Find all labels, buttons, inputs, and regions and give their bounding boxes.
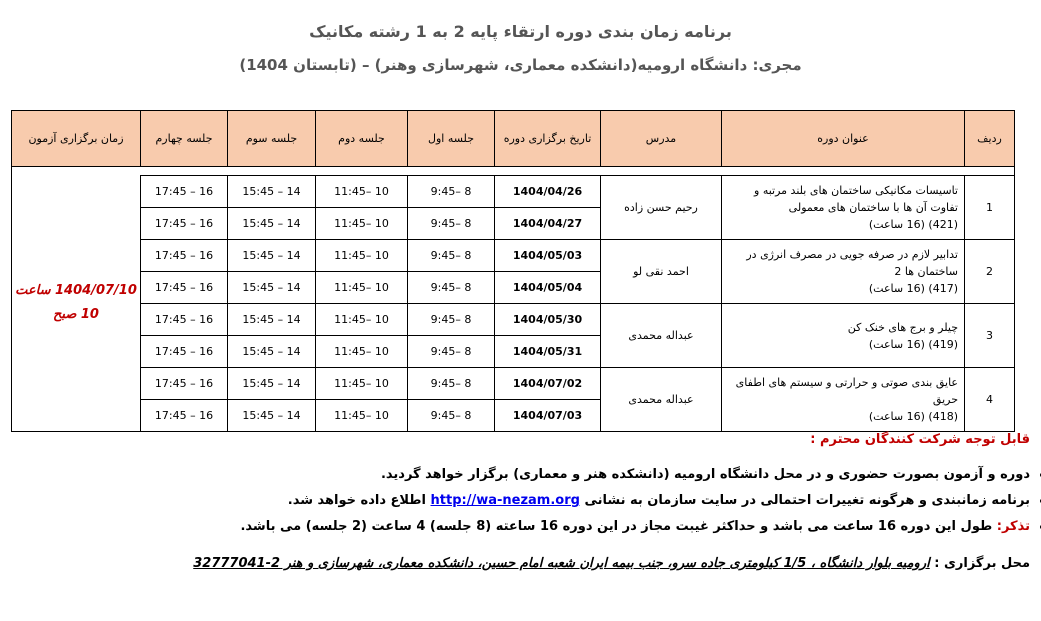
session-4-time: 16 – 17:45 xyxy=(141,240,228,272)
course-title: تدابیر لازم در صرفه جویی در مصرف انرژی در ساختمان ها 2 xyxy=(746,248,958,278)
session-2-time: 10 –11:45 xyxy=(316,304,408,336)
course-title: چیلر و برج های خنک کن xyxy=(847,320,958,334)
table-row xyxy=(12,240,1015,272)
venue-label: محل برگزاری : xyxy=(934,556,1030,571)
note-label: تذکر: xyxy=(996,519,1030,534)
list-item xyxy=(0,462,1030,488)
course-date: 1404/07/02 xyxy=(495,368,601,400)
session-2-time: 10 –11:45 xyxy=(316,336,408,368)
note-text: طول این دوره 16 ساعت می باشد و حداکثر غیبت مجاز در این دوره 16 ساعته (8 جلسه) 4 ساعت (2 جلسه) می باشد. xyxy=(240,519,993,534)
row-number: 1 xyxy=(965,176,1015,240)
exam-time-cell xyxy=(12,176,141,432)
session-4-time: 16 – 17:45 xyxy=(141,208,228,240)
session-3-time: 14 – 15:45 xyxy=(228,272,316,304)
session-4-time: 16 – 17:45 xyxy=(141,176,228,208)
session-2-time: 10 –11:45 xyxy=(316,272,408,304)
venue-address: ارومیه بلوار دانشگاه ، 1/5 کیلومتری جاده سرو، جنب بیمه ایران شعبه امام حسین، دانشکده معماری، شهرسازی و هنر 2-32777041 xyxy=(193,556,930,571)
session-2-time: 10 –11:45 xyxy=(316,240,408,272)
session-3-time: 14 – 15:45 xyxy=(228,336,316,368)
course-title-cell xyxy=(722,176,965,240)
course-title-cell xyxy=(722,368,965,432)
teacher-name: احمد نقی لو xyxy=(601,240,722,304)
course-hours: (418) (16 ساعت) xyxy=(868,410,958,423)
page-title: برنامه زمان بندی دوره ارتقاء پایه 2 به 1 رشته مکانیک xyxy=(309,22,732,41)
course-hours: (417) (16 ساعت) xyxy=(868,282,958,295)
session-4-time: 16 – 17:45 xyxy=(141,368,228,400)
course-title-cell xyxy=(722,304,965,368)
session-3-time: 14 – 15:45 xyxy=(228,400,316,432)
course-hours: (419) (16 ساعت) xyxy=(868,337,958,351)
header-session-2: جلسه دوم xyxy=(316,111,408,167)
table-row xyxy=(12,176,1015,208)
header-course-title: عنوان دوره xyxy=(722,111,965,167)
session-3-time: 14 – 15:45 xyxy=(228,368,316,400)
notes-list xyxy=(0,462,1041,540)
course-date: 1404/05/31 xyxy=(495,336,601,368)
header-session-4: جلسه چهارم xyxy=(141,111,228,167)
header-row-number: ردیف xyxy=(965,111,1015,167)
note-text: دوره و آزمون بصورت حضوری و در محل دانشگاه ارومیه (دانشکده هنر و معماری) برگزار خواهد گردید. xyxy=(380,467,1030,482)
session-2-time: 10 –11:45 xyxy=(316,208,408,240)
session-1-time: 8 –9:45 xyxy=(408,304,495,336)
list-item xyxy=(0,488,1030,514)
session-2-time: 10 –11:45 xyxy=(316,368,408,400)
course-title: تاسیسات مکانیکی ساختمان های بلند مرتبه و تفاوت آن ها با ساختمان های معمولی xyxy=(754,184,958,214)
session-3-time: 14 – 15:45 xyxy=(228,304,316,336)
row-number: 3 xyxy=(965,304,1015,368)
session-1-time: 8 –9:45 xyxy=(408,368,495,400)
session-4-time: 16 – 17:45 xyxy=(141,304,228,336)
course-date: 1404/05/03 xyxy=(495,240,601,272)
session-3-time: 14 – 15:45 xyxy=(228,176,316,208)
session-4-time: 16 – 17:45 xyxy=(141,272,228,304)
teacher-name: عبداله محمدی xyxy=(601,304,722,368)
table-row xyxy=(12,304,1015,336)
teacher-name: رحیم حسن زاده xyxy=(601,176,722,240)
header-course-date: تاریخ برگزاری دوره xyxy=(495,111,601,167)
notice-heading: قابل توجه شرکت کنندگان محترم : xyxy=(810,432,1030,447)
session-3-time: 14 – 15:45 xyxy=(228,240,316,272)
note-text: برنامه زمانبندی و هرگونه تغییرات احتمالی در سایت سازمان به نشانی xyxy=(584,493,1030,508)
session-1-time: 8 –9:45 xyxy=(408,240,495,272)
table-row xyxy=(12,368,1015,400)
course-date: 1404/04/27 xyxy=(495,208,601,240)
course-title-cell xyxy=(722,240,965,304)
venue xyxy=(0,556,1030,571)
row-number: 4 xyxy=(965,368,1015,432)
header-exam-time: زمان برگزاری آزمون xyxy=(12,111,141,167)
session-1-time: 8 –9:45 xyxy=(408,272,495,304)
exam-date: 1404/07/10 ساعت xyxy=(15,283,137,299)
course-title: عایق بندی صوتی و حرارتی و سیستم های اطفای حریق xyxy=(735,376,958,406)
exam-hour: 10 صبح xyxy=(53,307,99,323)
schedule-table xyxy=(11,110,1015,432)
header-session-3: جلسه سوم xyxy=(228,111,316,167)
course-date: 1404/05/04 xyxy=(495,272,601,304)
course-date: 1404/04/26 xyxy=(495,176,601,208)
session-1-time: 8 –9:45 xyxy=(408,400,495,432)
session-2-time: 10 –11:45 xyxy=(316,400,408,432)
session-4-time: 16 – 17:45 xyxy=(141,400,228,432)
header-session-1: جلسه اول xyxy=(408,111,495,167)
session-1-time: 8 –9:45 xyxy=(408,208,495,240)
course-date: 1404/07/03 xyxy=(495,400,601,432)
session-1-time: 8 –9:45 xyxy=(408,176,495,208)
course-hours: (421) (16 ساعت) xyxy=(868,218,958,231)
page-subtitle: مجری: دانشگاه ارومیه(دانشکده معماری، شهرسازی وهنر) – (تابستان 1404) xyxy=(239,56,802,74)
teacher-name: عبداله محمدی xyxy=(601,368,722,432)
session-2-time: 10 –11:45 xyxy=(316,176,408,208)
website-link[interactable]: http://wa-nezam.org xyxy=(430,493,580,508)
note-text: اطلاع داده خواهد شد. xyxy=(287,493,426,508)
course-date: 1404/05/30 xyxy=(495,304,601,336)
table-header-row xyxy=(12,111,1015,167)
session-4-time: 16 – 17:45 xyxy=(141,336,228,368)
row-number: 2 xyxy=(965,240,1015,304)
session-1-time: 8 –9:45 xyxy=(408,336,495,368)
session-3-time: 14 – 15:45 xyxy=(228,208,316,240)
header-teacher: مدرس xyxy=(601,111,722,167)
list-item xyxy=(0,514,1030,540)
